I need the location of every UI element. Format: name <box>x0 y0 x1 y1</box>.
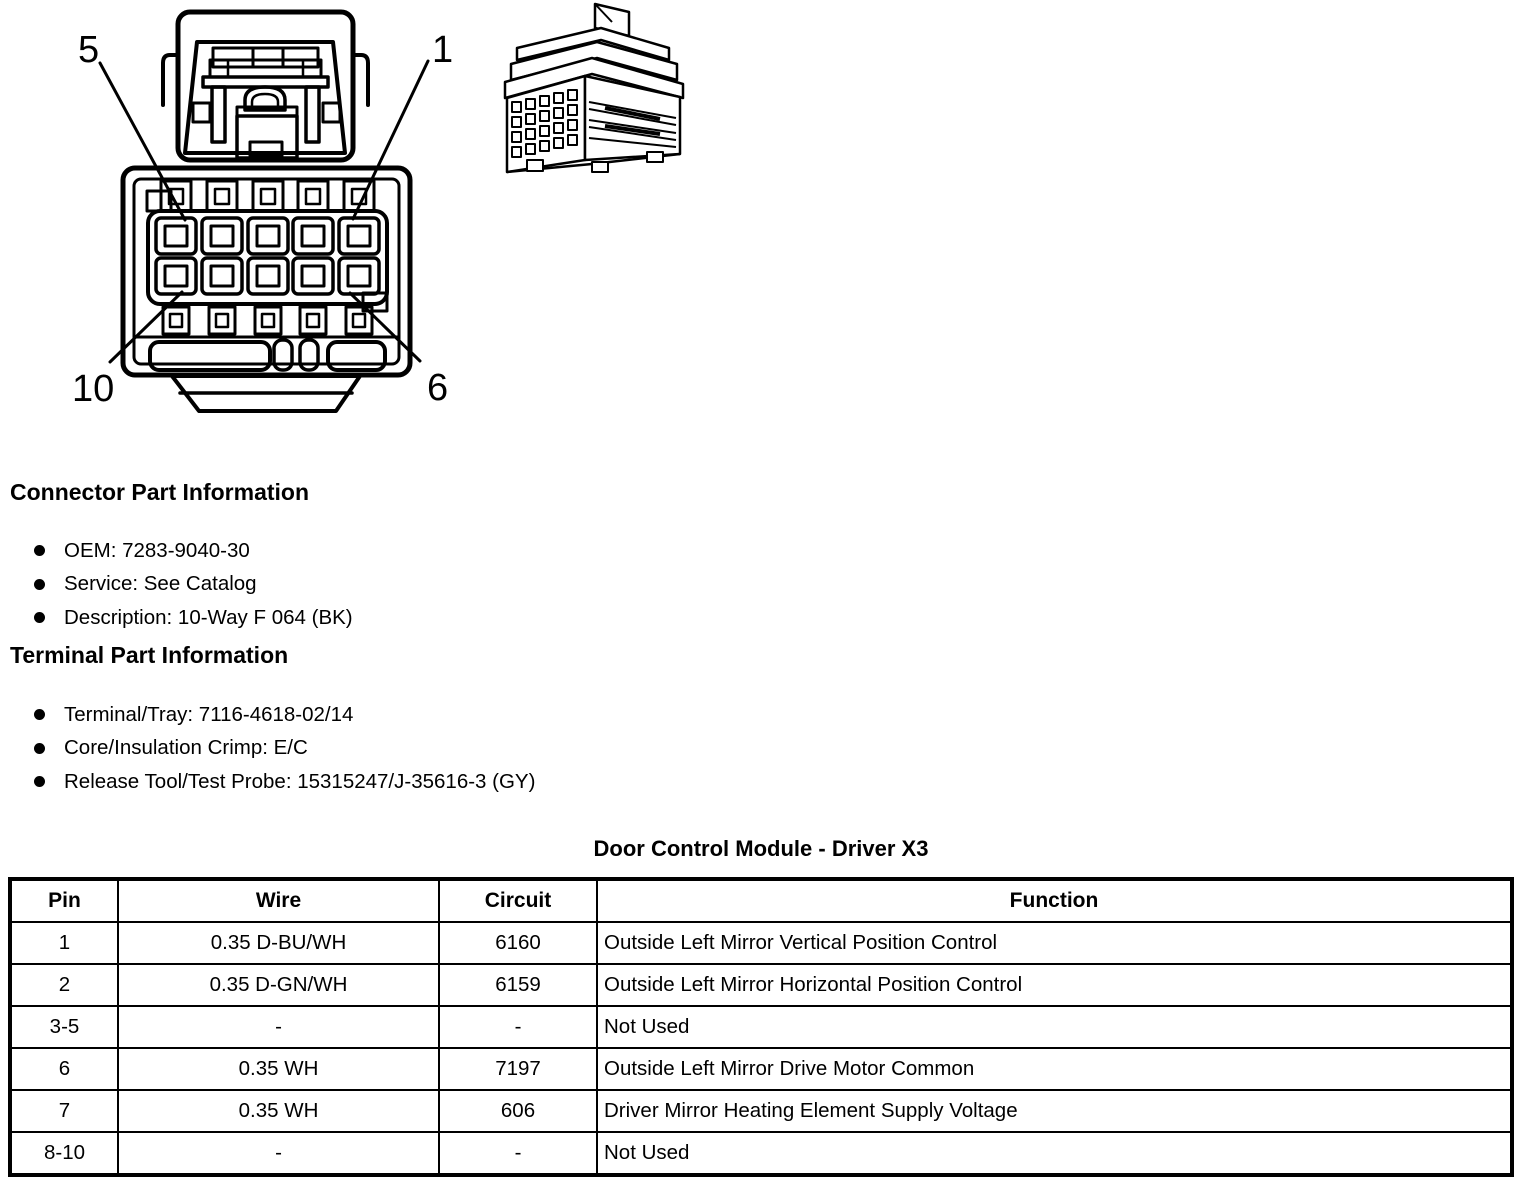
cell-wire: - <box>118 1132 439 1175</box>
bullet-icon <box>34 709 45 720</box>
cell-function: Outside Left Mirror Vertical Position Control <box>597 922 1512 964</box>
list-item-text: OEM: 7283-9040-30 <box>64 538 250 562</box>
terminal-part-info-list <box>34 698 535 799</box>
list-item <box>34 534 353 568</box>
list-item-text: Release Tool/Test Probe: 15315247/J-35616-3 (GY) <box>64 769 536 793</box>
list-item <box>34 765 535 799</box>
connector-part-info-heading: Connector Part Information <box>10 479 310 505</box>
cell-function: Not Used <box>597 1132 1512 1175</box>
table-row <box>10 1090 1512 1132</box>
pin-label-top-right: 1 <box>432 29 454 71</box>
list-item <box>34 732 535 766</box>
cell-pin: 1 <box>10 922 118 964</box>
bullet-icon <box>34 579 45 590</box>
cell-wire: 0.35 WH <box>118 1090 439 1132</box>
table-title: Door Control Module - Driver X3 <box>593 836 929 861</box>
connector-isometric-diagram <box>497 2 692 174</box>
list-item <box>34 698 535 732</box>
cell-pin: 7 <box>10 1090 118 1132</box>
list-item-text: Terminal/Tray: 7116-4618-02/14 <box>64 702 354 726</box>
connector-front-view-diagram <box>60 5 480 420</box>
col-header-pin: Pin <box>10 879 118 922</box>
table-row <box>10 964 1512 1006</box>
terminal-part-info-heading: Terminal Part Information <box>10 642 289 668</box>
col-header-circuit: Circuit <box>439 879 597 922</box>
cell-pin: 2 <box>10 964 118 1006</box>
cell-circuit: 7197 <box>439 1048 597 1090</box>
leader-line-pin1 <box>353 61 428 219</box>
list-item <box>34 568 353 602</box>
cell-function: Outside Left Mirror Horizontal Position Control <box>597 964 1512 1006</box>
cell-circuit: 6160 <box>439 922 597 964</box>
bullet-icon <box>34 776 45 787</box>
leader-line-pin5 <box>100 63 185 220</box>
cell-wire: 0.35 D-BU/WH <box>118 922 439 964</box>
list-item <box>34 601 353 635</box>
bullet-icon <box>34 612 45 623</box>
bullet-icon <box>34 545 45 556</box>
col-header-wire: Wire <box>118 879 439 922</box>
connector-part-info-list <box>34 534 353 635</box>
pin-label-top-left: 5 <box>78 29 100 71</box>
list-item-text: Service: See Catalog <box>64 572 257 596</box>
table-row <box>10 1006 1512 1048</box>
cell-wire: 0.35 WH <box>118 1048 439 1090</box>
bullet-icon <box>34 743 45 754</box>
cell-circuit: - <box>439 1132 597 1175</box>
cell-function: Driver Mirror Heating Element Supply Voltage <box>597 1090 1512 1132</box>
col-header-function: Function <box>597 879 1512 922</box>
cell-circuit: 6159 <box>439 964 597 1006</box>
pin-label-bottom-left: 10 <box>72 368 115 410</box>
cell-function: Outside Left Mirror Drive Motor Common <box>597 1048 1512 1090</box>
cell-pin: 3-5 <box>10 1006 118 1048</box>
cell-circuit: - <box>439 1006 597 1048</box>
cell-pin: 6 <box>10 1048 118 1090</box>
pinout-table <box>8 877 1514 1177</box>
pin-label-bottom-right: 6 <box>427 367 449 409</box>
list-item-text: Core/Insulation Crimp: E/C <box>64 736 308 760</box>
cell-wire: 0.35 D-GN/WH <box>118 964 439 1006</box>
cell-circuit: 606 <box>439 1090 597 1132</box>
table-row <box>10 1048 1512 1090</box>
list-item-text: Description: 10-Way F 064 (BK) <box>64 605 353 629</box>
table-row <box>10 922 1512 964</box>
table-header-row <box>10 879 1512 922</box>
cell-function: Not Used <box>597 1006 1512 1048</box>
table-row <box>10 1132 1512 1175</box>
cell-pin: 8-10 <box>10 1132 118 1175</box>
cell-wire: - <box>118 1006 439 1048</box>
